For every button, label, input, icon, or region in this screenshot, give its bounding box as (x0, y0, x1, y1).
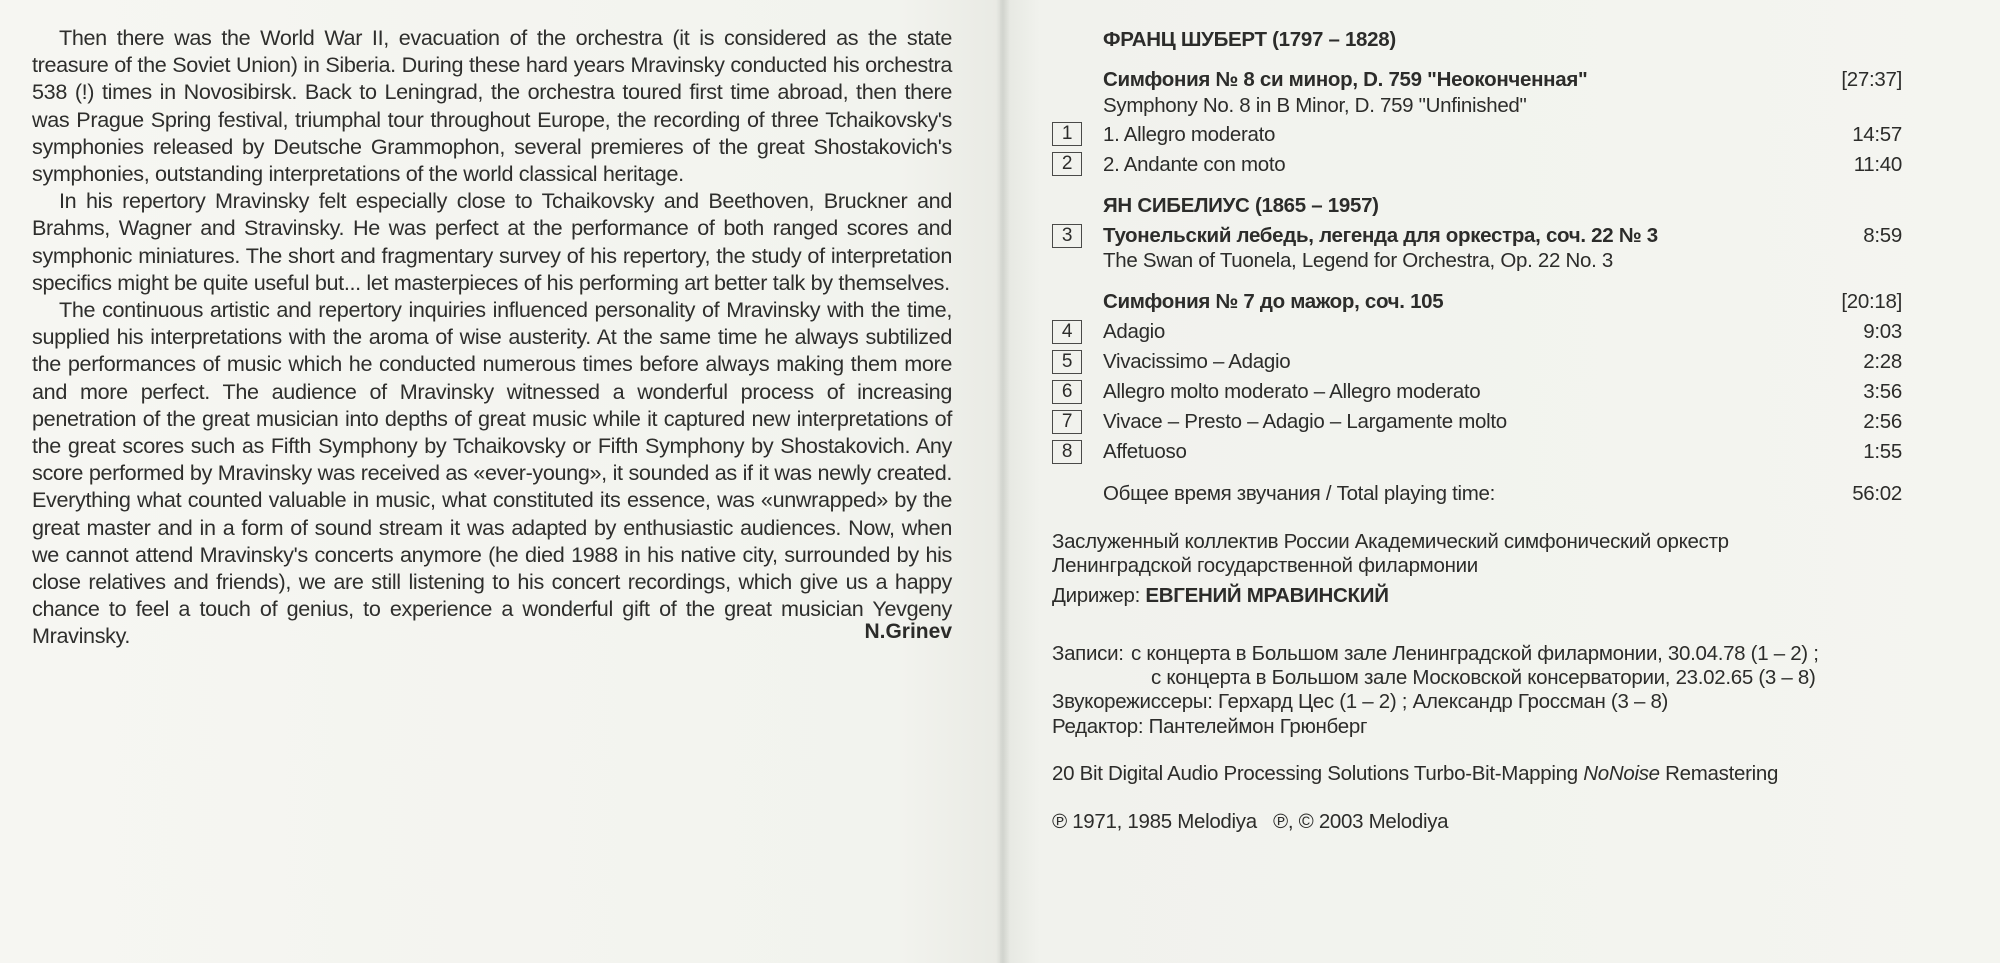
work-total-time: [20:18] (1841, 290, 1902, 313)
track-duration: 9:03 (1863, 320, 1902, 343)
essay-text (32, 24, 952, 650)
track-number-box: 5 (1052, 350, 1082, 374)
track-number-box: 8 (1052, 440, 1082, 464)
author-signature: N.Grinev (864, 620, 952, 643)
essay-paragraph-2: In his repertory Mravinsky felt especially close to Tchaikovsky and Beethoven, Bruckner and Brahms, Wagner and Stravinsky. He was perfect at the performance of both ranged scores and symphonic miniatures. The short and fragmentary survey of his repertory, the study of interpretation specifics might be quite useful but... let masterpieces of his performing art better talk by themselves. (32, 188, 952, 295)
track-duration: 14:57 (1852, 123, 1902, 146)
booklet-spine (996, 0, 1010, 963)
track-number-box: 6 (1052, 380, 1082, 404)
track-number-box: 1 (1052, 122, 1082, 146)
essay-paragraph-3: The continuous artistic and repertory inquiries influenced personality of Mravinsky with the time, supplied his interpretations with the aroma of wise austerity. At the same time he always subtilized the performances of music which he conducted numerous times before always making them more and more perfect. The audience of Mravinsky witnessed a wonderful process of increasing penetration of the great musician into depths of great music while it captured new interpretations of the great scores such as Fifth Symphony by Tchaikovsky or Fifth Symphony by Shostakovich. Any score performed by Mravinsky was received as «ever-young», it sounded as if it was newly created. Everything what counted valuable in music, what constituted its essence, was «unwrapped» by the great master and in a form of sound stream it was adapted by enthusiastic audiences. Now, when we cannot attend Mravinsky's concerts anymore (he died 1988 in his native city, surrounded by his close relatives and friends), we are still listening to his concert recordings, which give us a happy chance to feel a touch of genius, to experience a wonderful gift of the great musician Yevgeny Mravinsky. (32, 297, 952, 649)
conductor-label: Дирижер: (1052, 584, 1140, 607)
total-playing-time-label: Общее время звучания / Total playing time: (1103, 482, 1496, 505)
records-line-2: с концерта в Большом зале Московской консерватории, 23.02.65 (3 – 8) (1151, 666, 1816, 689)
total-playing-time: 56:02 (1852, 482, 1902, 505)
work-total-time: [27:37] (1841, 68, 1902, 91)
editor: Редактор: Пантелеймон Грюнберг (1052, 715, 1368, 738)
conductor (1052, 584, 1389, 608)
conductor-name: ЕВГЕНИЙ МРАВИНСКИЙ (1145, 584, 1389, 607)
orchestra-line-2: Ленинградской государственной филармонии (1052, 554, 1478, 577)
remastering-note (1052, 762, 1778, 786)
composer-schubert: ФРАНЦ ШУБЕРТ (1797 – 1828) (1103, 28, 1396, 51)
work-title-ru: Туонельский лебедь, легенда для оркестра, соч. 22 № 3 (1103, 224, 1658, 247)
work-title-ru: Симфония № 7 до мажор, соч. 105 (1103, 290, 1444, 313)
track-number-box: 2 (1052, 152, 1082, 176)
work-title-en: The Swan of Tuonela, Legend for Orchestra, Op. 22 No. 3 (1103, 249, 1613, 272)
sound-engineers: Звукорежиссеры: Герхард Цес (1 – 2) ; Александр Гроссман (3 – 8) (1052, 690, 1669, 713)
remastering-brand: NoNoise (1583, 762, 1660, 785)
records-line-1: с концерта в Большом зале Ленинградской филармонии, 30.04.78 (1 – 2) ; (1131, 642, 1819, 665)
track-number-box: 7 (1052, 410, 1082, 434)
track-number-box: 3 (1052, 224, 1082, 248)
track-duration: 8:59 (1863, 224, 1902, 247)
track-duration: 2:56 (1863, 410, 1902, 433)
composer-sibelius: ЯН СИБЕЛИУС (1865 – 1957) (1103, 194, 1379, 217)
copyright: ℗ 1971, 1985 Melodiya ℗, © 2003 Melodiya (1052, 810, 1449, 833)
track-title: Adagio (1103, 320, 1166, 343)
track-title: Affetuoso (1103, 440, 1187, 463)
track-duration: 2:28 (1863, 350, 1902, 373)
track-number-box: 4 (1052, 320, 1082, 344)
work-title-ru: Симфония № 8 си минор, D. 759 "Неоконченная" (1103, 68, 1588, 91)
track-duration: 11:40 (1853, 153, 1902, 176)
essay-paragraph-1: Then there was the World War II, evacuation of the orchestra (it is considered as the state treasure of the Soviet Union) in Siberia. During these hard years Mravinsky conducted his orchestra 538 (!) times in Novosibirsk. Back to Leningrad, the orchestra toured first time abroad, then there was Prague Spring festival, triumphal tour throughout Europe, the recording of three Tchaikovsky's symphonies released by Deutsche Grammophon, several premieres of the great Shostakovich's symphonies, outstanding interpretations of the world classical heritage. (32, 25, 952, 187)
track-title: 1. Allegro moderato (1103, 123, 1276, 146)
track-title: 2. Andante con moto (1103, 153, 1286, 176)
remastering-text-end: Remastering (1659, 762, 1779, 785)
remastering-text: 20 Bit Digital Audio Processing Solutions Turbo-Bit-Mapping (1052, 762, 1584, 785)
track-duration: 3:56 (1863, 380, 1902, 403)
track-title: Vivacissimo – Adagio (1103, 350, 1291, 373)
track-title: Vivace – Presto – Adagio – Largamente molto (1103, 410, 1507, 433)
orchestra-line-1: Заслуженный коллектив России Академический симфонический оркестр (1052, 530, 1729, 553)
track-duration: 1:55 (1863, 440, 1902, 463)
records-label: Записи: (1052, 642, 1124, 665)
track-title: Allegro molto moderato – Allegro moderato (1103, 380, 1481, 403)
work-title-en: Symphony No. 8 in B Minor, D. 759 "Unfinished" (1103, 94, 1527, 117)
